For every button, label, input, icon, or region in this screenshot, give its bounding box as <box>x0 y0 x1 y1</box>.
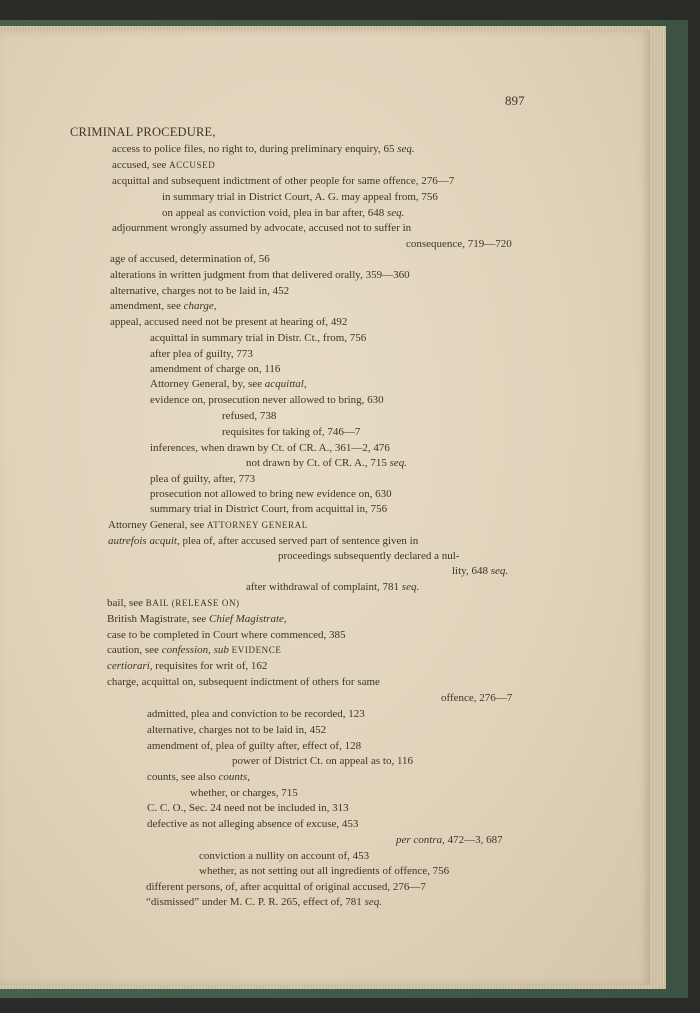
index-line: after plea of guilty, 773 <box>150 348 253 360</box>
index-line: “dismissed” under M. C. P. R. 265, effect of, 781 seq. <box>146 896 382 908</box>
index-line: whether, or charges, 715 <box>190 787 298 799</box>
index-line: in summary trial in District Court, A. G. may appeal from, 756 <box>162 191 438 203</box>
index-line: accused, see ACCUSED <box>112 159 216 171</box>
index-line: alterations in written judgment from that delivered orally, 359—360 <box>110 269 410 281</box>
index-line: alternative, charges not to be laid in, 452 <box>147 724 327 736</box>
index-line: amendment of, plea of guilty after, effect of, 128 <box>147 740 362 752</box>
index-line: acquittal and subsequent indictment of other people for same offence, 276—7 <box>112 175 455 187</box>
index-line: inferences, when drawn by Ct. of CR. A., 361—2, 476 <box>150 442 390 454</box>
index-page <box>0 30 650 985</box>
index-line: prosecution not allowed to bring new evidence on, 630 <box>150 488 392 500</box>
index-line: certiorari, requisites for writ of, 162 <box>107 660 268 672</box>
index-line: admitted, plea and conviction to be recorded, 123 <box>147 708 365 720</box>
index-line: age of accused, determination of, 56 <box>110 253 270 265</box>
index-line: amendment of charge on, 116 <box>150 363 281 375</box>
index-line: adjournment wrongly assumed by advocate, accused not to suffer in <box>112 222 412 234</box>
index-line: Attorney General, see ATTORNEY GENERAL <box>108 519 308 531</box>
index-line: consequence, 719—720 <box>406 238 512 250</box>
index-line: requisites for taking of, 746—7 <box>222 426 361 438</box>
index-line: autrefois acquit, plea of, after accused served part of sentence given in <box>108 535 419 547</box>
index-line: case to be completed in Court where commenced, 385 <box>107 629 346 641</box>
index-line: proceedings subsequently declared a nul- <box>278 550 460 562</box>
index-line: evidence on, prosecution never allowed to bring, 630 <box>150 394 384 406</box>
index-line: not drawn by Ct. of CR. A., 715 seq. <box>246 457 408 469</box>
index-line: plea of guilty, after, 773 <box>150 473 256 485</box>
index-line: amendment, see charge, <box>110 300 217 312</box>
section-heading: CRIMINAL PROCEDURE, <box>70 125 216 139</box>
index-line: refused, 738 <box>222 410 277 422</box>
index-line: charge, acquittal on, subsequent indictment of others for same <box>107 676 380 688</box>
index-line: C. C. O., Sec. 24 need not be included in, 313 <box>147 802 349 814</box>
index-line: British Magistrate, see Chief Magistrate, <box>107 613 287 625</box>
index-line: per contra, 472—3, 687 <box>396 834 503 846</box>
index-line: on appeal as conviction void, plea in bar after, 648 seq. <box>162 207 405 219</box>
index-line: caution, see confession, sub EVIDENCE <box>107 644 282 656</box>
index-line: after withdrawal of complaint, 781 seq. <box>246 581 420 593</box>
index-line: bail, see BAIL (RELEASE ON) <box>107 597 240 609</box>
index-line: Attorney General, by, see acquittal, <box>150 378 307 390</box>
index-line: acquittal in summary trial in Distr. Ct., from, 756 <box>150 332 367 344</box>
index-line: appeal, accused need not be present at hearing of, 492 <box>110 316 348 328</box>
index-line: power of District Ct. on appeal as to, 116 <box>232 755 414 767</box>
index-line: different persons, of, after acquittal of original accused, 276—7 <box>146 881 426 893</box>
index-line: offence, 276—7 <box>441 692 513 704</box>
page-number: 897 <box>505 93 525 108</box>
index-line: alternative, charges not to be laid in, 452 <box>110 285 290 297</box>
index-line: whether, as not setting out all ingredients of offence, 756 <box>199 865 450 877</box>
index-line: access to police files, no right to, during preliminary enquiry, 65 seq. <box>112 143 415 155</box>
index-line: defective as not alleging absence of excuse, 453 <box>147 818 359 830</box>
index-line: summary trial in District Court, from acquittal in, 756 <box>150 503 388 515</box>
index-line: counts, see also counts, <box>147 771 250 783</box>
index-line: lity, 648 seq. <box>452 565 509 577</box>
index-line: conviction a nullity on account of, 453 <box>199 850 370 862</box>
